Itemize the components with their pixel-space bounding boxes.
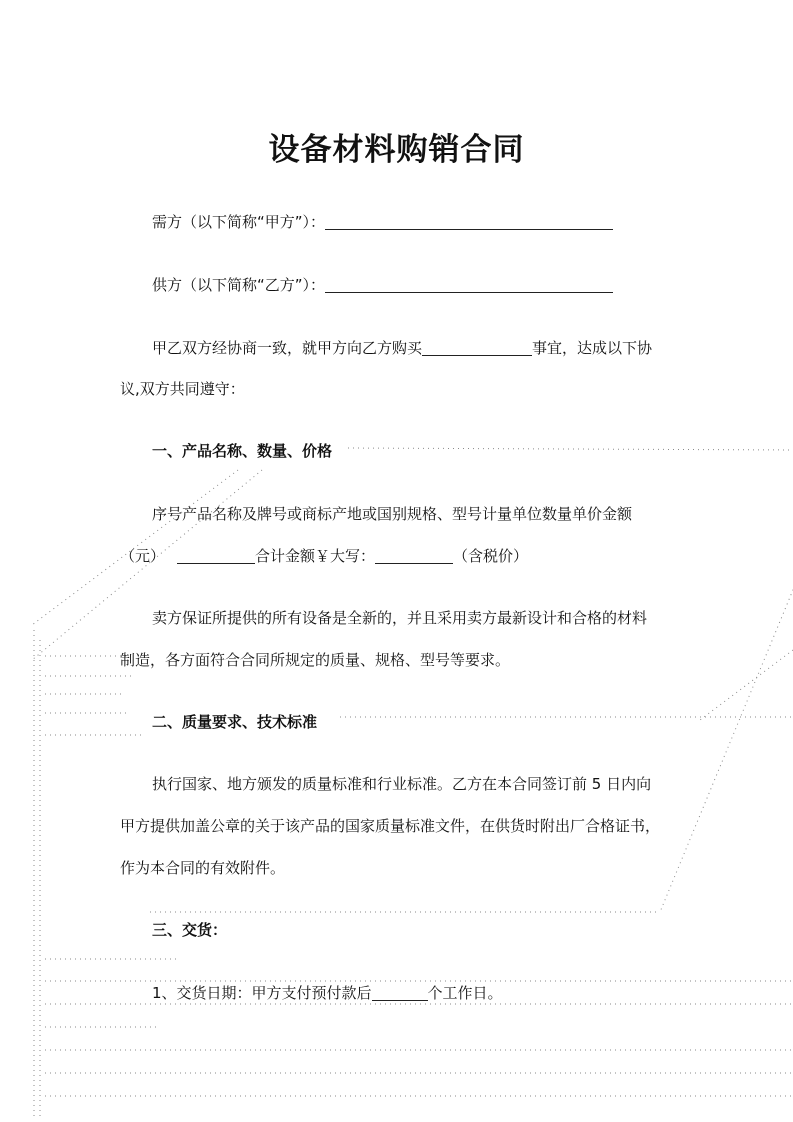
- purchase-item-field[interactable]: [422, 339, 532, 356]
- delivery-text-before: 1、交货日期：甲方支付预付款后: [152, 984, 372, 1002]
- delivery-text-after: 个工作日。: [427, 984, 503, 1002]
- guarantee-line-1: 卖方保证所提供的所有设备是全新的，并且采用卖方最新设计和合格的材料: [152, 609, 648, 627]
- party-a-label: 需方（以下简称“甲方”）：: [152, 213, 326, 231]
- intro-line-1: [152, 338, 652, 358]
- total-amount-line: [120, 546, 528, 566]
- total-suffix: （含税价）: [453, 547, 529, 565]
- total-amount-field[interactable]: [177, 547, 255, 564]
- section-1-heading: 一、产品名称、数量、价格: [152, 442, 333, 460]
- section-3-heading: 三、交货：: [152, 921, 228, 939]
- product-table-header: 序号产品名称及牌号或商标产地或国别规格、型号计量单位数量单价金额: [152, 505, 633, 523]
- party-b-label: 供方（以下简称“乙方”）：: [152, 276, 326, 294]
- delivery-date-line: [152, 983, 503, 1003]
- party-a-line: [152, 212, 613, 232]
- total-middle: 合计金额￥大写：: [255, 547, 376, 565]
- intro-line-2: 议,双方共同遵守：: [120, 380, 245, 398]
- delivery-days-field[interactable]: [372, 984, 428, 1001]
- total-amount-words-field[interactable]: [375, 547, 453, 564]
- party-b-line: [152, 275, 613, 295]
- intro-text-before: 甲乙双方经协商一致，就甲方向乙方购买: [152, 339, 423, 357]
- intro-text-after: 事宜，达成以下协: [532, 339, 653, 357]
- quality-line-3: 作为本合同的有效附件。: [120, 859, 286, 877]
- quality-line-1: 执行国家、地方颁发的质量标准和行业标准。乙方在本合同签订前 5 日内向: [152, 775, 652, 793]
- section-2-heading: 二、质量要求、技术标准: [152, 713, 318, 731]
- quality-line-2: 甲方提供加盖公章的关于该产品的国家质量标准文件，在供货时附出厂合格证书，: [120, 817, 661, 835]
- contract-title: 设备材料购销合同: [268, 132, 525, 168]
- total-prefix: （元）: [120, 547, 166, 565]
- party-b-name-field[interactable]: [325, 276, 613, 293]
- party-a-name-field[interactable]: [325, 213, 613, 230]
- guarantee-line-2: 制造，各方面符合合同所规定的质量、规格、型号等要求。: [120, 651, 511, 669]
